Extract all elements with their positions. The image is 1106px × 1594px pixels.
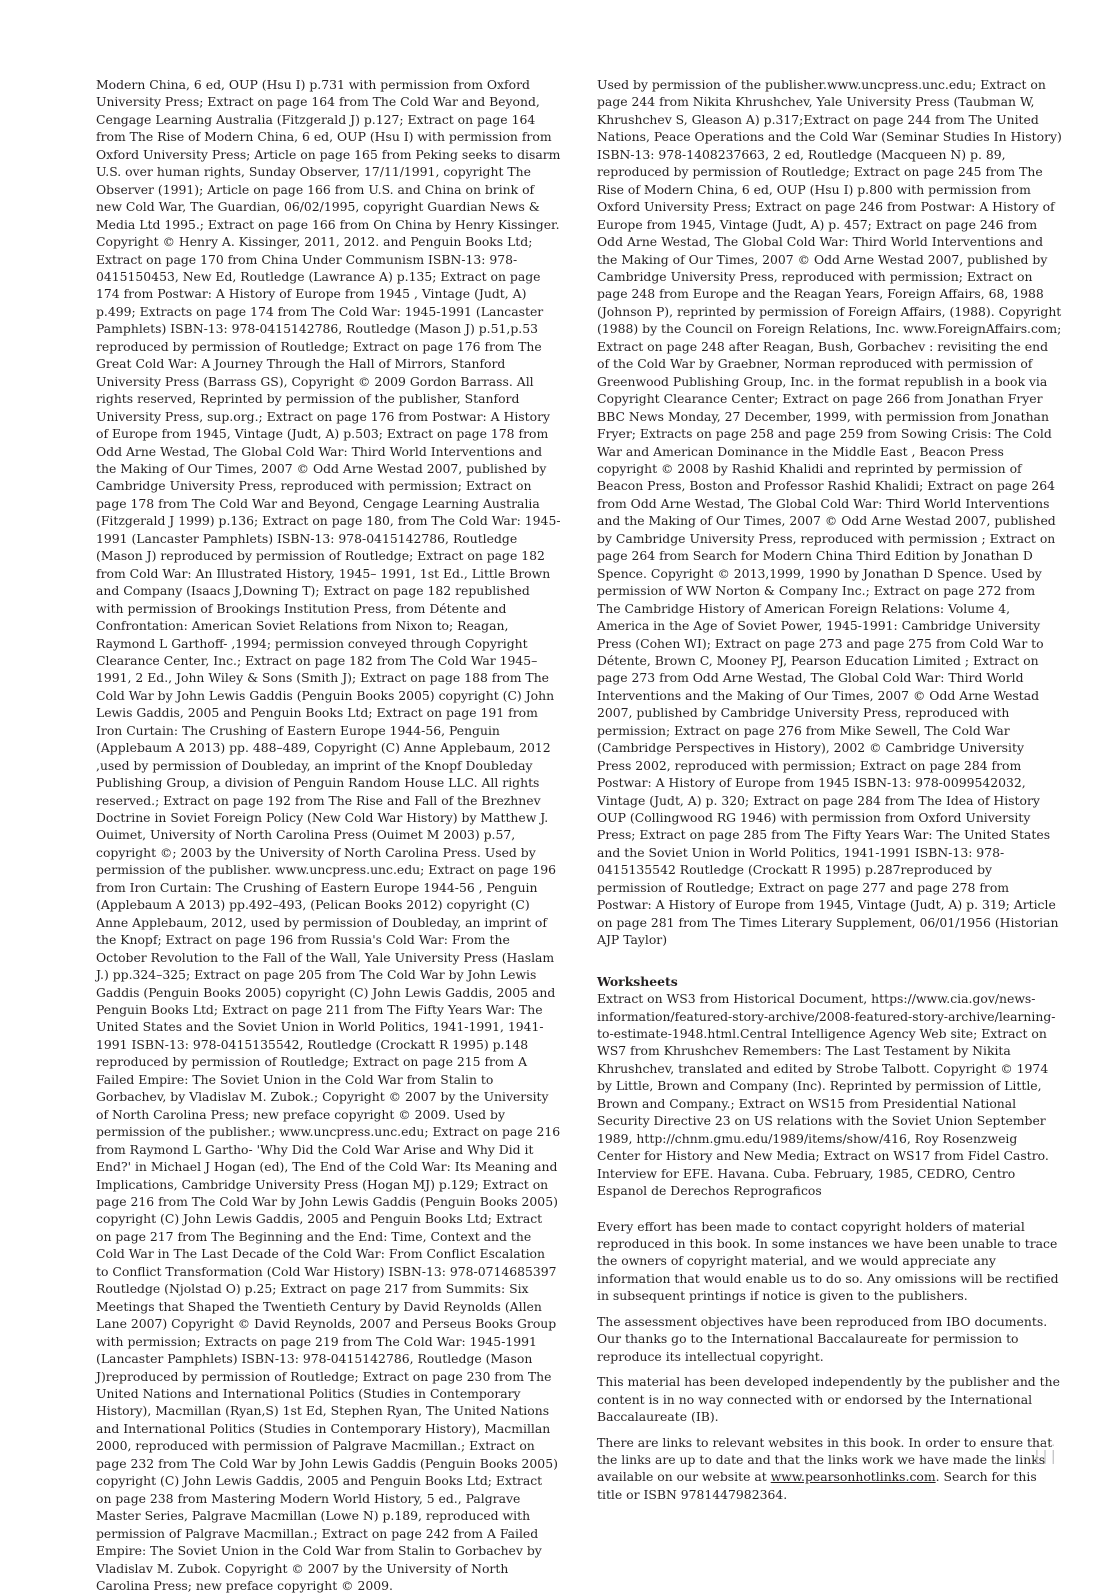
weblinks-text-after: . Search for this title or ISBN 9781447982364. [597, 1469, 1037, 1502]
page-number: iii [1033, 1441, 1058, 1471]
pearson-hotlinks-link[interactable]: www.pearsonhotlinks.com [770, 1469, 936, 1485]
acknowledgements-text-right: Used by permission of the publisher.www.uncpress.unc.edu; Extract on page 244 from Nikita Khrushchev, Yale University Press (Taubman W, Khrushchev S, Gleason A) p.317;Extract on page 244 from The United Nations, Peace Operations and the Cold War (Seminar Studies In History) ISBN-13: 978-1408237663, 2 ed, Routledge (Macqueen N) p. 89, reproduced by permission of Routledge; Extract on page 245 from The Rise of Modern China, 6 ed, OUP (Hsu I) p.800 with permission from Oxford University Press; Extract on page 246 from Postwar: A History of Europe from 1945, Vintage (Judt, A) p. 457; Extract on page 246 from Odd Arne Westad, The Global Cold War: Third World Interventions and the Making of Our Times, 2007 © Odd Arne Westad 2007, published by Cambridge University Press, reproduced with permission; Extract on page 248 from Europe and the Reagan Years, Foreign Affairs, 68, 1988 (Johnson P), reprinted by permission of Foreign Affairs, (1988). Copyright (1988) by the Council on Foreign Relations, Inc. www.ForeignAffairs.com; Extract on page 248 after Reagan, Bush, Gorbachev : revisiting the end of the Cold War by Graebner, Norman reproduced with permission of Greenwood Publishing Group, Inc. in the format republish in a book via Copyright Clearance Center; Extract on page 266 from Jonathan Fryer BBC News Monday, 27 December, 1999, with permission from Jonathan Fryer; Extracts on page 258 and page 259 from Sowing Crisis: The Cold War and American Dominance in the Middle East , Beacon Press copyright © 2008 by Rashid Khalidi and reprinted by permission of Beacon Press, Boston and Professor Rashid Khalidi; Extract on page 264 from Odd Arne Westad, The Global Cold War: Third World Interventions and the Making of Our Times, 2007 © Odd Arne Westad 2007, published by Cambridge University Press, reproduced with permission ; Extract on page 264 from Search for Modern China Third Edition by Jonathan D Spence. Copyright © 2013,1999, 1990 by Jonathan D Spence. Used by permission of WW Norton & Company Inc.; Extract on page 272 from The Cambridge History of American Foreign Relations: Volume 4, America in the Age of Soviet Power, 1945-1991: Cambridge University Press (Cohen WI); Extract on page 273 and page 275 from Cold War to Détente, Brown C, Mooney PJ, Pearson Education Limited ; Extract on page 273 from Odd Arne Westad, The Global Cold War: Third World Interventions and the Making of Our Times, 2007 © Odd Arne Westad 2007, published by Cambridge University Press, reproduced with permission; Extract on page 276 from Mike Sewell, The Cold War (Cambridge Perspectives in History), 2002 © Cambridge University Press 2002, reproduced with permission; Extract on page 284 from Postwar: A History of Europe from 1945 ISBN-13: 978-0099542032, Vintage (Judt, A) p. 320; Extract on page 284 from The Idea of History OUP (Collingwood RG 1946) with permission from Oxford University Press; Extract on page 285 from The Fifty Years War: The United States and the Soviet Union in World Politics, 1941-1991 ISBN-13: 978-0415135542 Routledge (Crockatt R 1995) p.287reproduced by permission of Routledge; Extract on page 277 and page 278 from Postwar: A History of Europe from 1945, Vintage (Judt, A) p. 319; Article on page 281 from The Times Literary Supplement, 06/01/1956 (Historian AJP Taylor) [597, 77, 1062, 948]
weblinks-text-before: There are links to relevant websites in this book. In order to ensure that the links are up to date and that the links work we have made the links available on our website at [597, 1434, 1053, 1485]
assessment-objectives-notice: The assessment objectives have been reproduced from IBO documents. Our thanks go to the International Baccalaureate for permission to reproduce its intellectual copyright. [597, 1313, 1048, 1364]
copyright-notice: Every effort has been made to contact copyright holders of material reproduced in this book. In some instances we have been unable to trace the owners of copyright material, and we would appreciate any information that would enable us to do so. Any omissions will be rectified in subsequent printings if notice is given to the publishers. [597, 1218, 1059, 1304]
independence-notice: This material has been developed independently by the publisher and the content is in no way connected with or endorsed by the International Baccalaureate (IB). [597, 1374, 1060, 1425]
worksheets-text: Extract on WS3 from Historical Document, https://www.cia.gov/news-information/featured-story-archive/2008-featured-story-archive/learning-to-estimate-1948.html.Central Intelligence Agency Web site; Extract on WS7 from Khrushchev Remembers: The Last Testament by Nikita Khrushchev, translated and edited by Strobe Talbott. Copyright © 1974 by Little, Brown and Company (Inc). Reprinted by permission of Little, Brown and Company.; Extract on WS15 from Presidential National Security Directive 23 on US relations with the Soviet Union September 1989, http://chnm.gmu.edu/1989/items/show/416, Roy Rosenzweig Center for History and New Media; Extract on WS17 from Fidel Castro. Interview for EFE. Havana. Cuba. February, 1985, CEDRO, Centro Espanol de Derechos Reprograficos [597, 991, 1056, 1199]
worksheets-heading: Worksheets [597, 973, 678, 989]
left-column [96, 76, 561, 1594]
right-column [597, 76, 1062, 1503]
acknowledgements-text-left: Modern China, 6 ed, OUP (Hsu I) p.731 with permission from Oxford University Press; Extract on page 164 from The Cold War and Beyond, Cengage Learning Australia (Fitzgerald J) p.127; Extract on page 164 from The Rise of Modern China, 6 ed, OUP (Hsu I) with permission from Oxford University Press; Article on page 165 from Peking seeks to disarm U.S. over human rights, Sunday Observer, 17/11/1991, copyright The Observer (1991); Article on page 166 from U.S. and China on brink of new Cold War, The Guardian, 06/02/1995, copyright Guardian News & Media Ltd 1995.; Extract on page 166 from On China by Henry Kissinger. Copyright © Henry A. Kissinger, 2011, 2012. and Penguin Books Ltd; Extract on page 170 from China Under Communism ISBN-13: 978-0415150453, New Ed, Routledge (Lawrance A) p.135; Extract on page 174 from Postwar: A History of Europe from 1945 , Vintage (Judt, A) p.499; Extracts on page 174 from The Cold War: 1945-1991 (Lancaster Pamphlets) ISBN-13: 978-0415142786, Routledge (Mason J) p.51,p.53 reproduced by permission of Routledge; Extract on page 176 from The Great Cold War: A Journey Through the Hall of Mirrors, Stanford University Press (Barrass GS), Copyright © 2009 Gordon Barrass. All rights reserved, Reprinted by permission of the publisher, Stanford University Press, sup.org.; Extract on page 176 from Postwar: A History of Europe from 1945, Vintage (Judt, A) p.503; Extract on page 178 from Odd Arne Westad, The Global Cold War: Third World Interventions and the Making of Our Times, 2007 © Odd Arne Westad 2007, published by Cambridge University Press, reproduced with permission; Extract on page 178 from The Cold War and Beyond, Cengage Learning Australia (Fitzgerald J 1999) p.136; Extract on page 180, from The Cold War: 1945-1991 (Lancaster Pamphlets) ISBN-13: 978-0415142786, Routledge (Mason J) reproduced by permission of Routledge; Extract on page 182 from Cold War: An Illustrated History, 1945– 1991, 1st Ed., Little Brown and Company (Isaacs J,Downing T); Extract on page 182 republished with permission of Brookings Institution Press, from Détente and Confrontation: American Soviet Relations from Nixon to; Reagan, Raymond L Garthoff- ,1994; permission conveyed through Copyright Clearance Center, Inc.; Extract on page 182 from The Cold War 1945–1991, 2 Ed., John Wiley & Sons (Smith J); Extract on page 188 from The Cold War by John Lewis Gaddis (Penguin Books 2005) copyright (C) John Lewis Gaddis, 2005 and Penguin Books Ltd; Extract on page 191 from Iron Curtain: The Crushing of Eastern Europe 1944-56, Penguin (Applebaum A 2013) pp. 488–489, Copyright (C) Anne Applebaum, 2012 ,used by permission of Doubleday, an imprint of the Knopf Doubleday Publishing Group, a division of Penguin Random House LLC. All rights reserved.; Extract on page 192 from The Rise and Fall of the Brezhnev Doctrine in Soviet Foreign Policy (New Cold War History) by Matthew J. Ouimet, University of North Carolina Press (Ouimet M 2003) p.57, copyright ©; 2003 by the University of North Carolina Press. Used by permission of the publisher. www.uncpress.unc.edu; Extract on page 196 from Iron Curtain: The Crushing of Eastern Europe 1944-56 , Penguin (Applebaum A 2013) pp.492–493, (Pelican Books 2012) copyright (C) Anne Applebaum, 2012, used by permission of Doubleday, an imprint of the Knopf; Extract on page 196 from Russia's Cold War: From the October Revolution to the Fall of the Wall, Yale University Press (Haslam J.) pp.324–325; Extract on page 205 from The Cold War by John Lewis Gaddis (Penguin Books 2005) copyright (C) John Lewis Gaddis, 2005 and Penguin Books Ltd; Extract on page 211 from The Fifty Years War: The United States and the Soviet Union in World Politics, 1941-1991, 1941-1991 ISBN-13: 978-0415135542, Routledge (Crockatt R 1995) p.148 reproduced by permission of Routledge; Extract on page 215 from A Failed Empire: The Soviet Union in the Cold War from Stalin to Gorbachev, by Vladislav M. Zubok.; Copyright © 2007 by the University of North Carolina Press; new preface copyright © 2009. Used by permission of the publisher.; www.uncpress.unc.edu; Extract on page 216 from Raymond L Gartho- 'Why Did the Cold War Arise and Why Did it End?' in Michael J Hogan (ed), The End of the Cold War: Its Meaning and Implications, Cambridge University Press (Hogan MJ) p.129; Extract on page 216 from The Cold War by John Lewis Gaddis (Penguin Books 2005) copyright (C) John Lewis Gaddis, 2005 and Penguin Books Ltd; Extract on page 217 from The Beginning and the End: Time, Context and the Cold War in The Last Decade of the Cold War: From Conflict Escalation to Conflict Transformation (Cold War History) ISBN-13: 978-0714685397 Routledge (Njolstad O) p.25; Extract on page 217 from Summits: Six Meetings that Shaped the Twentieth Century by David Reynolds (Allen Lane 2007) Copyright © David Reynolds, 2007 and Perseus Books Group with permission; Extracts on page 219 from The Cold War: 1945-1991 (Lancaster Pamphlets) ISBN-13: 978-0415142786, Routledge (Mason J)reproduced by permission of Routledge; Extract on page 230 from The United Nations and International Politics (Studies in Contemporary History), Macmillan (Ryan,S) 1st Ed, Stephen Ryan, The United Nations and International Politics (Studies in Contemporary History), Macmillan 2000, reproduced with permission of Palgrave Macmillan.; Extract on page 232 from The Cold War by John Lewis Gaddis (Penguin Books 2005) copyright (C) John Lewis Gaddis, 2005 and Penguin Books Ltd; Extract on page 238 from Mastering Modern World History, 5 ed., Palgrave Master Series, Palgrave Macmillan (Lowe N) p.189, reproduced with permission of Palgrave Macmillan.; Extract on page 242 from A Failed Empire: The Soviet Union in the Cold War from Stalin to Gorbachev by Vladislav M. Zubok. Copyright © 2007 by the University of North Carolina Press; new preface copyright © 2009. [96, 77, 561, 1593]
weblinks-notice [597, 1434, 1062, 1504]
